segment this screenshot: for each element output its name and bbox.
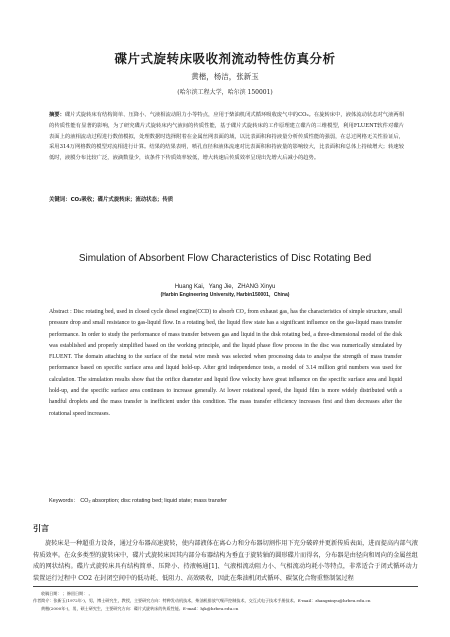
english-keywords-text: CO₂ absorption; disc rotating bed; liquid state; mass transfer bbox=[80, 498, 227, 504]
introduction-heading: 引言 bbox=[33, 524, 49, 533]
chinese-keywords-label: 关键词： bbox=[49, 197, 71, 203]
english-authors: Huang Kai，Yang Jie，ZHANG Xinyu bbox=[174, 284, 276, 290]
chinese-abstract-text: 碟片式旋转床有结构简单、压降小、气液相流动阻力小等特点，应用于柴油机闭式循环吸收废气中的CO₂。在旋转床中，液体流动状态对气液两相的传质性能有显著的影响，为了研究碟片式旋转床内气液间的传质性能，基于碟片式旋转床的工作原理建立碟片的三维模型，利用FLUENT软件对碟片表面上的液相流动过程进行数值模拟，处理数据时选择附着在金属丝网表面的域，以比表面积和持液量分析传质性能的强弱，在总过网格无关性验证后，采用314万网格数的模型对流相进行计算。结果的结果表明，喷孔直径和液体流速对比表面积和持液量的影响较大，比表面积和总体上持续增大；转速较低时，液膜分布比较广泛，液滴数量少，该条件下传质效率较低，增大转速后传质效率呈现出先增大后减小的趋势。 bbox=[49, 112, 404, 162]
english-abstract-text: Disc rotating bed, used in closed cycle diesel engine(CCD) to absorb CO₂ from exhaust gas, has the characteristics of simple structure, small pressure drop and small resistance to gas-liquid flow. In a rotating bed, the liquid flow state has a significant influence on the gas-liquid mass transfer performance. In order to study the performance of mass transfer between gas and liquid in the disk rotating bed, a three-dimensional model of the disk was established and properly simplified based on the working principle, and the liquid phase flow process in the disc was numerically simulated by FLUENT. The domain attaching to the surface of the metal wire mesh was selected when processing data to analyse the strength of mass transfer performance based on specific surface area and liquid hold-up. After grid independence tests, a model of 3.14 million grid numbers was used for calculation. The simulation results show that the orifice diameter and liquid flow velocity have great influence on the specific surface area and liquid hold-up, and the specific surface area continues to increase generally. At lower rotational speed, the liquid film is more widely distributed with a handful droplets and the mass transfer is inefficient under this condition. The mass transfer efficiency increases first and then decreases after the rotational speed increases. bbox=[49, 309, 403, 417]
chinese-keywords-text: CO₂吸收；碟片式旋转床；流动状态；传质 bbox=[70, 197, 174, 203]
english-keywords bbox=[49, 496, 404, 504]
english-title: Simulation of Absorbent Flow Characteristics of Disc Rotating Bed bbox=[78, 253, 372, 264]
chinese-abstract-label: 摘要： bbox=[49, 112, 65, 118]
chinese-authors: 黄楷，杨洁，张新玉 bbox=[191, 72, 259, 81]
chinese-keywords bbox=[49, 195, 404, 203]
footnotes bbox=[33, 590, 421, 612]
footnote-second-author: 黄楷(2000年-)，男，硕士研究生，主要研究方向：碟片式旋转床的传质性能。E-mail：hjk@hrbeu.edu.cn bbox=[41, 605, 239, 611]
english-affiliation: (Harbin Engineering University, Harbin150001，China) bbox=[160, 292, 290, 298]
footnote-received: 收稿日期： ；修回日期： 。 bbox=[41, 591, 93, 596]
chinese-affiliation: (哈尔滨工程大学，哈尔滨 150001) bbox=[177, 89, 273, 96]
english-abstract bbox=[49, 307, 402, 420]
english-abstract-label: Abstract : bbox=[49, 309, 72, 315]
footnote-divider bbox=[33, 586, 418, 587]
introduction-body: 旋转床是一种超重力设备，通过分布器高速旋转，使内部液体在离心力和分布器切割作用下充分破碎并更新传质表面，进而提高内部气液传质效率。在众多类型的旋转床中，碟片式旋转床因其内部分布器结构为垂直于旋转轴的圆形碟片而得名，分布器是由径向和周向的金属丝组成的网状结构。碟片式旋转床具有结构简单、压降小、持液畅通[1]、气液相流动阻力小、气相流动均耗小等特点，非常适合于闭式循环动力装置运行过程中 CO2 在封闭空间中的低功耗、低阻力、高效吸收，因此在柴油机闭式循环、碳氢化合物重整制氢过程 bbox=[33, 540, 418, 582]
chinese-abstract bbox=[49, 110, 404, 164]
english-keywords-label: Keywords： bbox=[49, 498, 79, 504]
chinese-title: 碟片式旋转床吸收剂流动特性仿真分析 bbox=[114, 51, 336, 66]
footnote-author-bio: 作者简介：张新玉(1972年-)，男，博士研究生，教授，主要研究方向：特种发动机技术，柴油机排放气噪声控制技术，交互式电子技术手册技术。E-mail：zhangxinyu@hrbeu.edu.cn bbox=[33, 598, 371, 604]
